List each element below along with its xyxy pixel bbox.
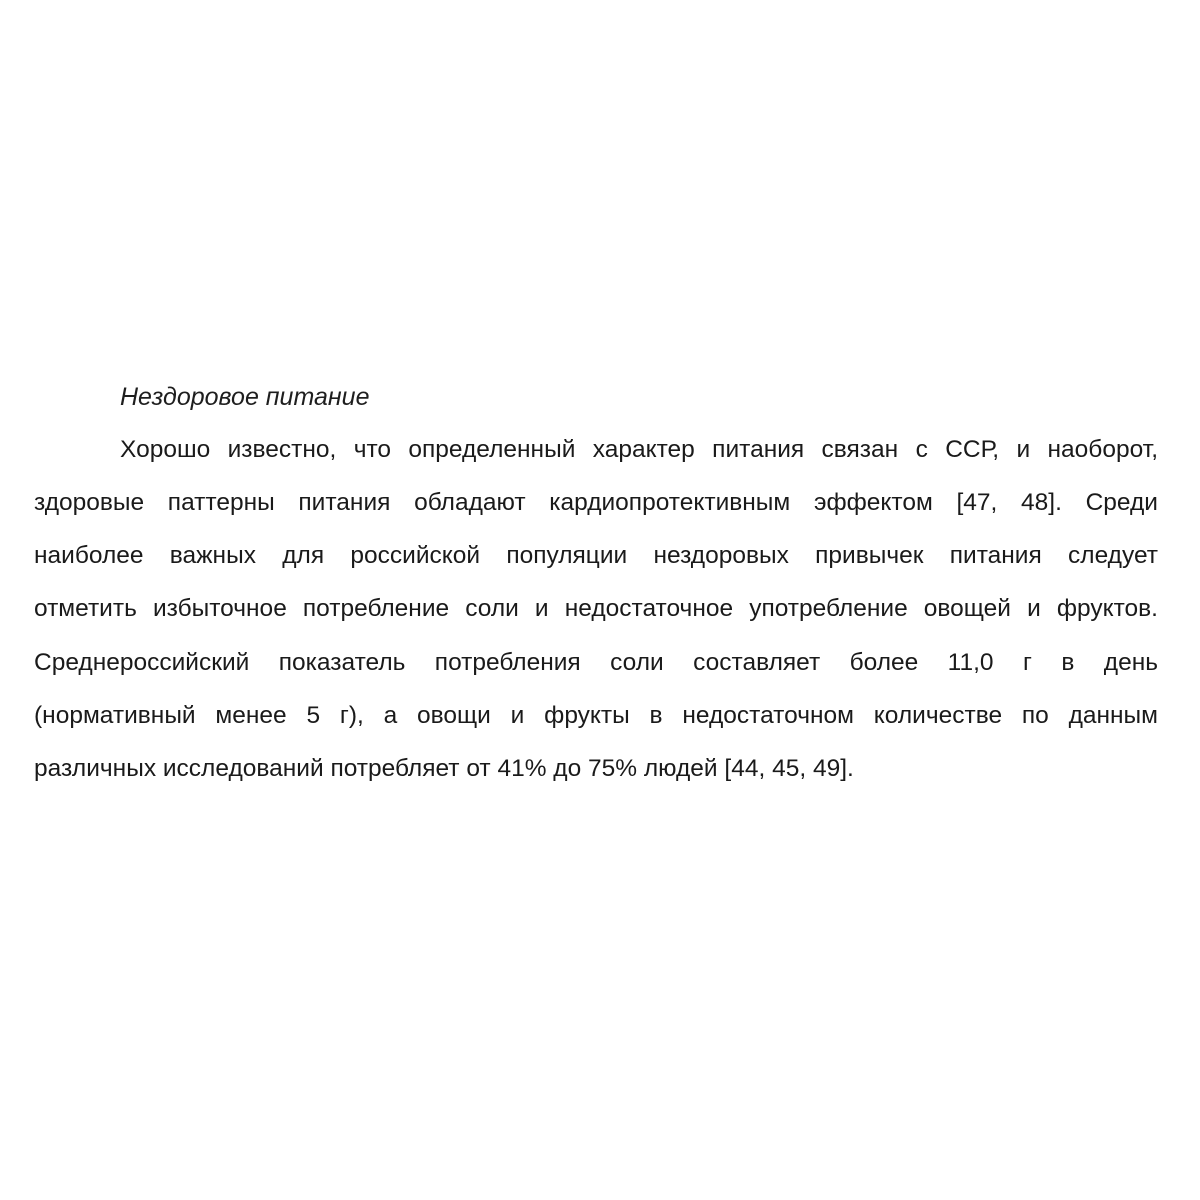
section-heading: Нездоровое питание	[120, 383, 370, 411]
paragraph-line: Среднероссийский показатель потребления соли составляет более 11,0 г в день	[34, 649, 1158, 676]
paragraph-line: наиболее важных для российской популяции нездоровых привычек питания следует	[34, 542, 1158, 569]
paragraph-line: различных исследований потребляет от 41% до 75% людей [44, 45, 49].	[34, 755, 854, 782]
paragraph-line: Хорошо известно, что определенный характер питания связан с ССР, и наоборот,	[120, 436, 1158, 463]
paragraph-line: здоровые паттерны питания обладают кардиопротективным эффектом [47, 48]. Среди	[34, 489, 1158, 516]
paragraph-line: (нормативный менее 5 г), а овощи и фрукты в недостаточном количестве по данным	[34, 702, 1158, 729]
paragraph-line: отметить избыточное потребление соли и недостаточное употребление овощей и фруктов.	[34, 595, 1158, 622]
